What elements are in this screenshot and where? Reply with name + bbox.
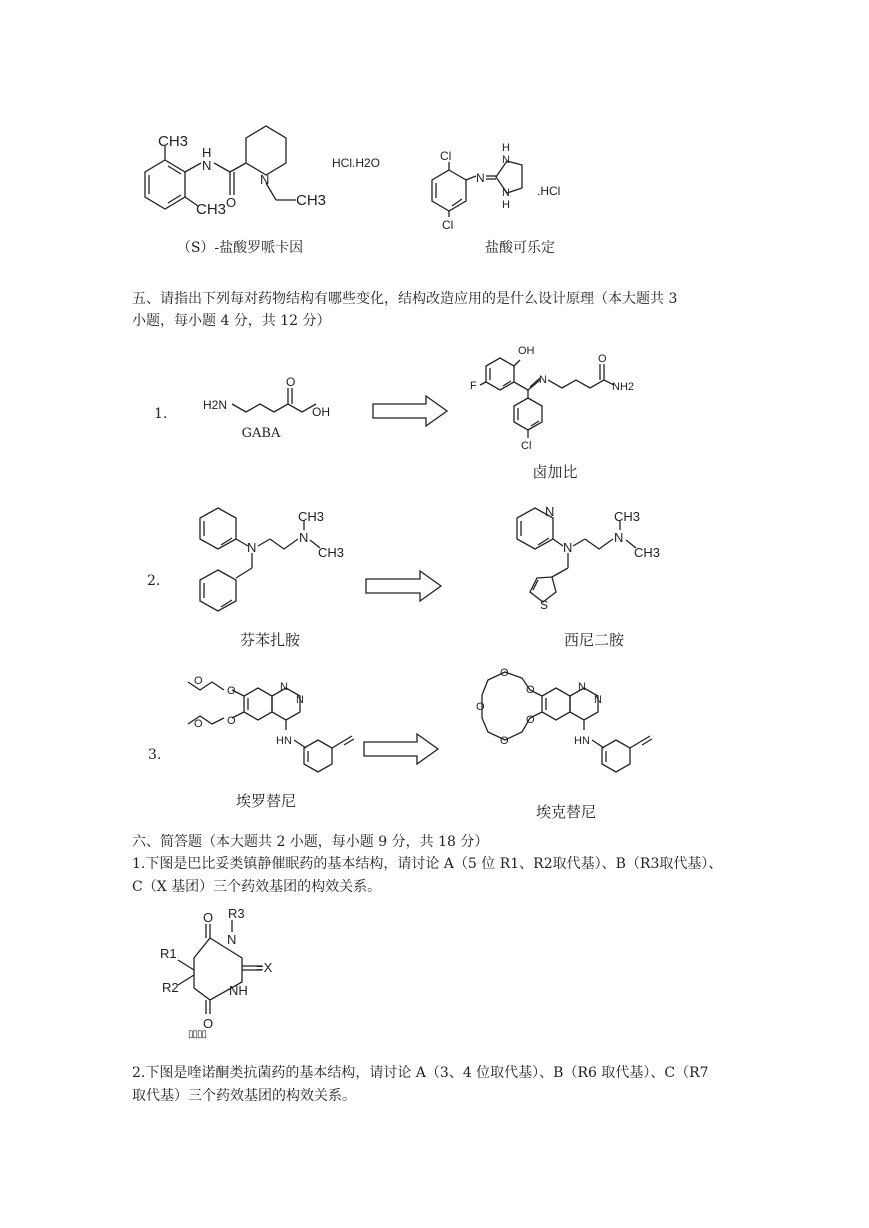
ico-o5: O xyxy=(476,701,485,713)
halogabide-caption: 卤加比 xyxy=(532,463,578,481)
then-n1: N xyxy=(563,540,573,555)
section6-heading: 六、简答题（本大题共 2 小题，每小题 9 分，共 18 分） xyxy=(132,834,489,850)
phen-ch3-a: CH3 xyxy=(298,509,325,524)
clon-nh-a: H xyxy=(502,142,510,154)
then-n2: N xyxy=(614,530,624,545)
ico-hn: HN xyxy=(574,735,590,747)
barb-n-top: N xyxy=(227,932,237,947)
phenbenzamine-caption: 芬苯扎胺 xyxy=(239,631,300,649)
ropi-o: O xyxy=(226,195,237,210)
erl-o1: O xyxy=(227,685,236,697)
clonidine-caption: 盐酸可乐定 xyxy=(485,240,555,256)
section5-heading-line2: 小题，每小题 4 分，共 12 分） xyxy=(132,313,331,329)
section5-heading-line1: 五、请指出下列每对药物结构有哪些变化，结构改造应用的是什么设计原理（本大题共 3 xyxy=(132,291,678,307)
ropi-ch3-b: CH3 xyxy=(196,201,227,218)
ropi-ch3-a: CH3 xyxy=(158,133,189,150)
clon-n1: N xyxy=(476,171,485,185)
gaba-o: O xyxy=(286,375,296,389)
barb-r1: R1 xyxy=(160,946,177,961)
then-ch3-a: CH3 xyxy=(614,509,641,524)
then-ch3-b: CH3 xyxy=(634,545,661,560)
then-n-pyr: N xyxy=(545,504,555,519)
halo-o: O xyxy=(598,353,607,365)
barb-x: =X xyxy=(256,960,273,975)
barbiturate-caption: ▯▯▯▯ xyxy=(188,1029,207,1040)
halo-cl: Cl xyxy=(521,440,532,452)
ropi-salt: HCl.H2O xyxy=(332,156,381,170)
ropi-n-amide: N xyxy=(202,158,212,173)
clon-cl-b: Cl xyxy=(442,218,454,232)
halo-nh2: NH2 xyxy=(612,381,635,393)
q2-line2: 取代基）三个药效基团的构效关系。 xyxy=(132,1088,356,1104)
erl-o4: O xyxy=(194,718,203,730)
ropi-n-ring: N xyxy=(260,172,270,187)
q2-line1: 2.下图是喹诺酮类抗菌药的基本结构，请讨论 A（3、4 位取代基）、B（R6 取代基）、C（R7 xyxy=(132,1065,709,1081)
gaba-h2n: H2N xyxy=(203,398,228,412)
phen-n1: N xyxy=(247,540,257,555)
gaba-caption: GABA xyxy=(241,426,281,441)
then-s: S xyxy=(540,598,549,612)
phen-ch3-b: CH3 xyxy=(318,545,345,560)
clon-nh-a-n: N xyxy=(502,154,510,166)
ico-n1: N xyxy=(578,681,586,693)
barb-r2: R2 xyxy=(162,980,179,995)
ico-o4: O xyxy=(500,735,509,747)
ropivacaine-caption: （S）-盐酸罗哌卡因 xyxy=(176,240,304,256)
halo-oh: OH xyxy=(518,345,535,357)
barb-o-top: O xyxy=(203,910,214,925)
ico-o2: O xyxy=(526,714,535,726)
halo-n: N xyxy=(539,374,547,386)
erl-n1: N xyxy=(280,681,288,693)
clon-nh-b: H xyxy=(502,199,510,211)
item1-number: 1. xyxy=(154,406,168,422)
ico-n2: N xyxy=(594,694,602,706)
item2-number: 2. xyxy=(147,573,161,589)
ico-o1: O xyxy=(526,684,535,696)
q1-line2: C（X 基团）三个药效基团的构效关系。 xyxy=(132,879,382,895)
ico-o3: O xyxy=(500,667,509,679)
phen-n2: N xyxy=(299,530,309,545)
clon-nh-b-n: N xyxy=(502,187,510,199)
q1-line1: 1.下图是巴比妥类镇静催眠药的基本结构，请讨论 A（5 位 R1、R2取代基）、B（R3取代基）、 xyxy=(132,856,723,872)
barb-nh: NH xyxy=(229,983,248,998)
barb-r3: R3 xyxy=(228,906,245,921)
erl-o3: O xyxy=(194,675,203,687)
clon-salt: .HCl xyxy=(537,184,561,198)
ropi-ch3-c: CH3 xyxy=(296,192,327,209)
clon-cl-a: Cl xyxy=(440,149,452,163)
erl-hn: HN xyxy=(276,735,292,747)
erlotinib-caption: 埃罗替尼 xyxy=(235,792,296,810)
gaba-oh: OH xyxy=(312,405,330,419)
barb-o-bottom: O xyxy=(203,1016,214,1031)
erl-o2: O xyxy=(227,715,236,727)
icotinib-caption: 埃克替尼 xyxy=(535,803,596,821)
ropi-h: H xyxy=(202,145,212,160)
thenyldiamine-caption: 西尼二胺 xyxy=(563,631,624,649)
erl-n2: N xyxy=(296,694,304,706)
halo-f: F xyxy=(470,380,477,392)
item3-number: 3. xyxy=(148,747,162,763)
